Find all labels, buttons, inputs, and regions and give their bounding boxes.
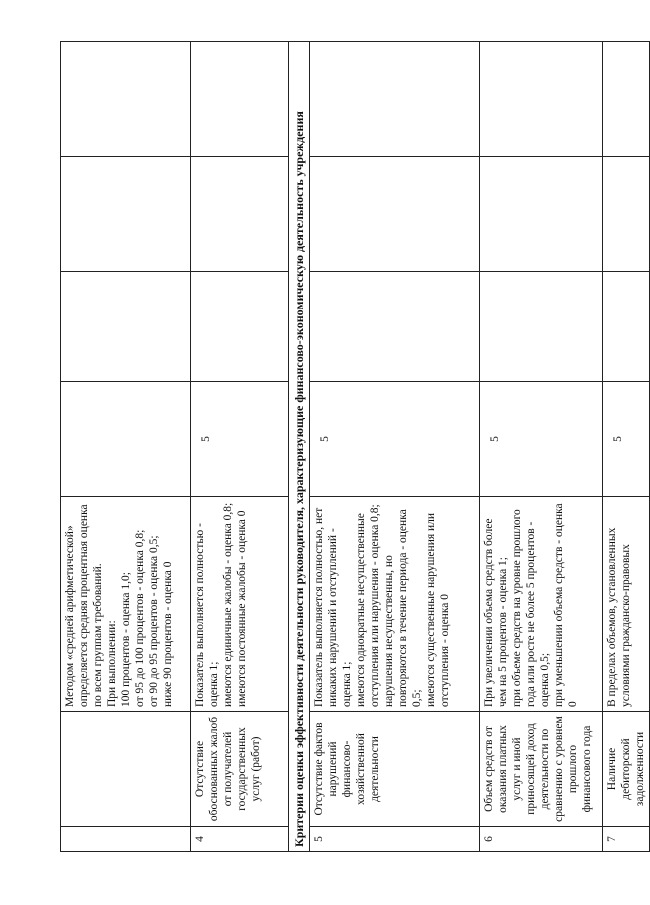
table-row-7: [603, 42, 650, 852]
max-score: 5: [603, 382, 650, 497]
row-number: 7: [603, 827, 650, 852]
empty-cell: [191, 272, 289, 382]
empty-cell: [61, 42, 191, 157]
indicator-criteria: Показатель выполняется полностью - оценка 1; имеются единичные жалобы - оценка 0,8; имеются постоянные жалобы - оценка 0: [191, 497, 289, 712]
empty-cell: [310, 272, 480, 382]
evaluation-criteria-table: [60, 41, 650, 852]
empty-cell: [480, 42, 603, 157]
max-score: 5: [191, 382, 289, 497]
row-number: 5: [310, 827, 480, 852]
max-score: [61, 382, 191, 497]
row-number: [61, 827, 191, 852]
table-row-4: [191, 42, 289, 852]
empty-cell: [480, 272, 603, 382]
indicator-criteria: Методом «средней арифметической» определяется средняя процентная оценка по всем группам требований. При выполнении: 100 процентов - оценка 1,0; от 95 до 100 процентов - оценка 0,8; от 90 до 95 процентов - оценка 0,5; ниже 90 процентов - оценка 0: [61, 497, 191, 712]
max-score: 5: [310, 382, 480, 497]
section-title: Критерии оценки эффективности деятельности руководителя, характеризующие финансово-экономическую деятельность учреждения: [289, 42, 310, 852]
empty-cell: [603, 42, 650, 157]
empty-cell: [603, 272, 650, 382]
empty-cell: [480, 157, 603, 272]
indicator-criteria: При увеличении объема средств более чем на 5 процентов - оценка 1; при объеме средств на уровне прошлого года или росте не более 5 процентов - оценка 0,5; при уменьшении объема средств - оценка 0: [480, 497, 603, 712]
rotated-table-container: [60, 42, 646, 852]
indicator-name: [61, 712, 191, 827]
empty-cell: [61, 272, 191, 382]
empty-cell: [310, 157, 480, 272]
row-number: 4: [191, 827, 289, 852]
indicator-criteria: В пределах объемов, установленных условиями гражданско-правовых: [603, 497, 650, 712]
indicator-name: Отсутствие фактов нарушений финансово-хозяйственной деятельности: [310, 712, 480, 827]
empty-cell: [310, 42, 480, 157]
section-header-row: [289, 42, 310, 852]
indicator-name: Объем средств от оказания платных услуг и иной приносящей доход деятельности по сравнению с уровнем прошлого финансового года: [480, 712, 603, 827]
table-row-continued: [61, 42, 191, 852]
empty-cell: [191, 42, 289, 157]
table-row-5: [310, 42, 480, 852]
empty-cell: [191, 157, 289, 272]
max-score: 5: [480, 382, 603, 497]
row-number: 6: [480, 827, 603, 852]
indicator-name: Отсутствие обоснованных жалоб от получателей государственных услуг (работ): [191, 712, 289, 827]
empty-cell: [603, 157, 650, 272]
table-row-6: [480, 42, 603, 852]
indicator-criteria: Показатель выполняется полностью, нет никаких нарушений и отступлений - оценка 1; имеются однократные несущественные отступления или нарушения - оценка 0,8; нарушения несущественны, но повторяются в течение периода - оценка 0,5; имеются существенные нарушения или отступления - оценка 0: [310, 497, 480, 712]
empty-cell: [61, 157, 191, 272]
indicator-name: Наличие дебиторской задолженности: [603, 712, 650, 827]
